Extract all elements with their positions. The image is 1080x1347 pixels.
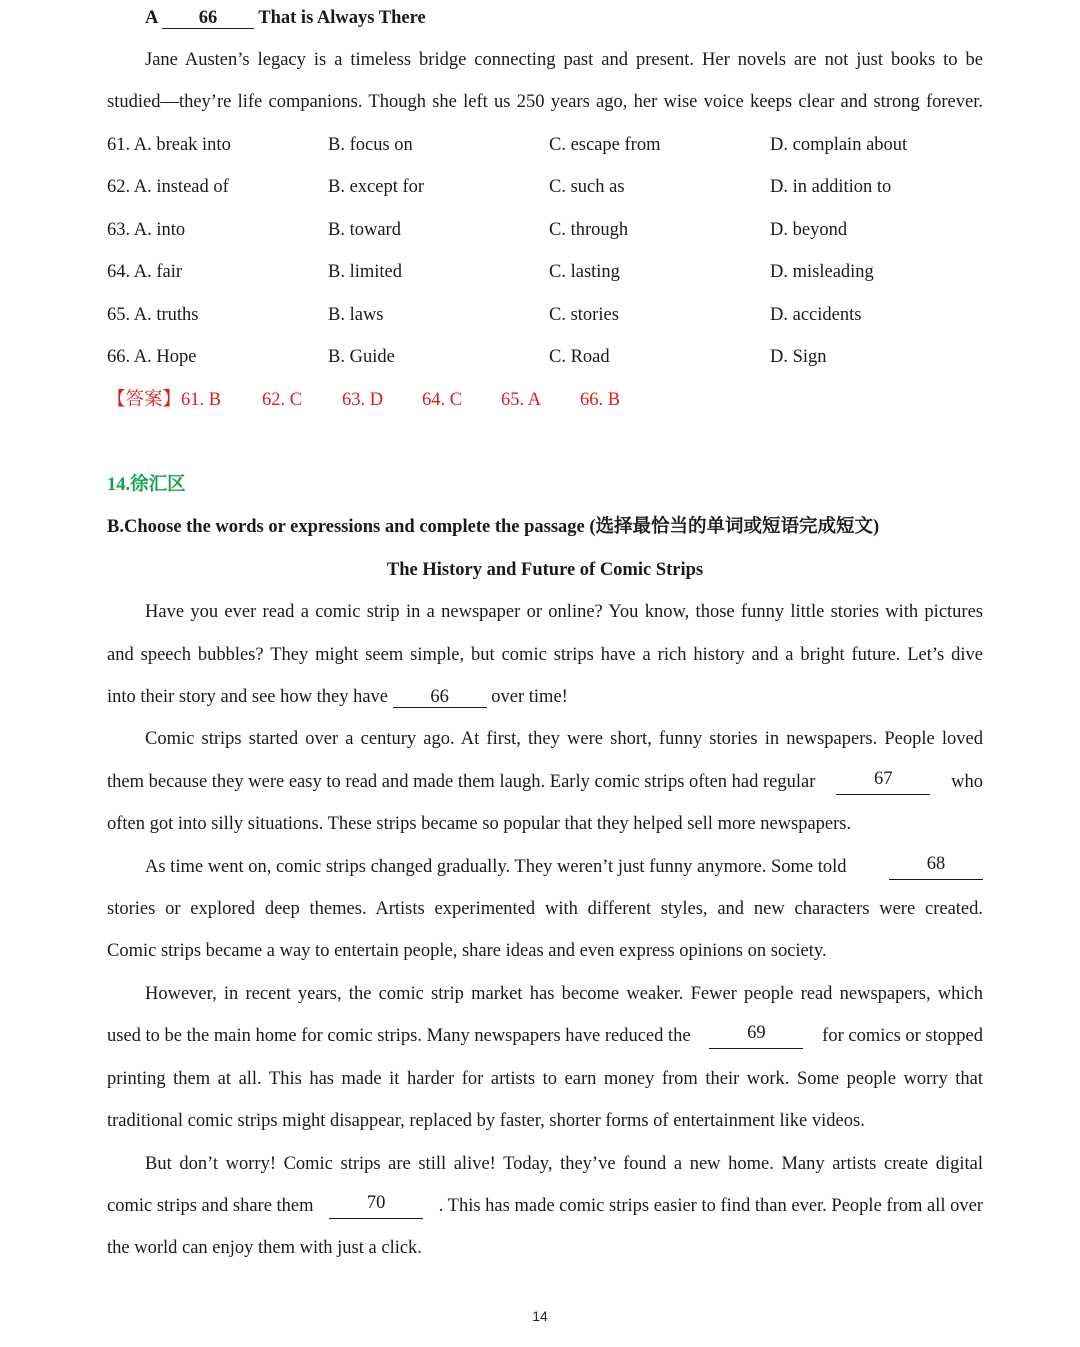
option-a: 61. A. break into xyxy=(107,135,231,155)
option-c: C. escape from xyxy=(549,135,661,155)
text: them because they were easy to read and made them laugh. Early comic strips often had regular xyxy=(107,772,816,792)
blank-66: 66 xyxy=(393,687,487,708)
passage-a-label: A xyxy=(145,8,158,28)
option-c: C. such as xyxy=(549,177,625,197)
p2-line-1: Comic strips started over a century ago. At first, they were short, funny stories in newspapers. People loved xyxy=(145,729,983,749)
text: who xyxy=(951,772,983,792)
option-d: D. accidents xyxy=(770,305,862,325)
option-a: 64. A. fair xyxy=(107,262,183,282)
option-c: C. Road xyxy=(549,347,610,367)
option-a: 65. A. truths xyxy=(107,305,199,325)
option-b: B. toward xyxy=(328,220,401,240)
p4-line-4: traditional comic strips might disappear, replaced by faster, shorter forms of entertainment like videos. xyxy=(107,1111,865,1131)
option-b: B. laws xyxy=(328,305,384,325)
text: As time went on, comic strips changed gradually. They weren’t just funny anymore. Some told xyxy=(145,857,847,877)
answer-65: 65. A xyxy=(501,390,542,410)
option-d: D. complain about xyxy=(770,135,908,155)
text: comic strips and share them xyxy=(107,1196,314,1216)
option-c: C. through xyxy=(549,220,629,240)
p4-line-2 xyxy=(107,1023,983,1049)
option-row-61 xyxy=(107,132,983,158)
p1-line-3 xyxy=(107,684,983,710)
blank-68: 68 xyxy=(889,854,983,880)
answer-66: 66. B xyxy=(580,390,621,410)
instruction: B.Choose the words or expressions and complete the passage (选择最恰当的单词或短语完成短文) xyxy=(107,517,880,537)
p3-line-2: stories or explored deep themes. Artists experimented with different styles, and new characters were created. xyxy=(107,899,983,919)
option-d: D. in addition to xyxy=(770,177,892,197)
p2-line-2 xyxy=(107,769,983,795)
option-b: B. Guide xyxy=(328,347,395,367)
option-row-66 xyxy=(107,344,983,370)
blank-69: 69 xyxy=(709,1023,803,1049)
passage-a-title xyxy=(145,5,1021,31)
option-a: 66. A. Hope xyxy=(107,347,197,367)
option-c: C. lasting xyxy=(549,262,620,282)
option-b: B. except for xyxy=(328,177,425,197)
p5-line-1: But don’t worry! Comic strips are still alive! Today, they’ve found a new home. Many artists create digital xyxy=(145,1154,983,1174)
option-b: B. limited xyxy=(328,262,402,282)
text: into their story and see how they have xyxy=(107,687,389,707)
option-row-64 xyxy=(107,259,983,285)
section-heading: 14.徐汇区 xyxy=(107,475,186,495)
answer-64: 64. C xyxy=(422,390,463,410)
title-blank: 66 xyxy=(162,8,254,29)
passage-a-title-text: That is Always There xyxy=(258,8,426,28)
passage-a-line-1: Jane Austen’s legacy is a timeless bridge connecting past and present. Her novels are not just books to be xyxy=(145,50,983,70)
passage-b-title: The History and Future of Comic Strips xyxy=(386,560,704,580)
p4-line-1: However, in recent years, the comic strip market has become weaker. Fewer people read newspapers, which xyxy=(145,984,983,1004)
text: over time! xyxy=(491,687,568,707)
option-row-62 xyxy=(107,174,983,200)
page-number: 14 xyxy=(532,1308,548,1324)
answer-63: 63. D xyxy=(342,390,384,410)
answer-61: 【答案】61. B xyxy=(107,390,222,410)
blank-70: 70 xyxy=(329,1193,423,1219)
text: for comics or stopped xyxy=(822,1026,983,1046)
passage-a-line-2: studied—they’re life companions. Though she left us 250 years ago, her wise voice keeps clear and strong forever. xyxy=(107,92,983,112)
blank-67: 67 xyxy=(836,769,930,795)
option-d: D. beyond xyxy=(770,220,848,240)
option-d: D. Sign xyxy=(770,347,827,367)
option-row-63 xyxy=(107,217,983,243)
p1-line-2: and speech bubbles? They might seem simple, but comic strips have a rich history and a bright future. Let’s dive xyxy=(107,645,983,665)
option-c: C. stories xyxy=(549,305,619,325)
p3-line-1 xyxy=(145,854,983,880)
text: . This has made comic strips easier to find than ever. People from all over xyxy=(438,1196,983,1216)
p4-line-3: printing them at all. This has made it harder for artists to earn money from their work. Some people worry that xyxy=(107,1069,983,1089)
p2-line-3: often got into silly situations. These strips became so popular that they helped sell more newspapers. xyxy=(107,814,852,834)
p5-line-2 xyxy=(107,1193,983,1219)
option-a: 63. A. into xyxy=(107,220,186,240)
p3-line-3: Comic strips became a way to entertain people, share ideas and even express opinions on society. xyxy=(107,941,827,961)
option-row-65 xyxy=(107,302,983,328)
option-a: 62. A. instead of xyxy=(107,177,229,197)
p5-line-3: the world can enjoy them with just a click. xyxy=(107,1238,422,1258)
option-b: B. focus on xyxy=(328,135,413,155)
option-d: D. misleading xyxy=(770,262,874,282)
text: used to be the main home for comic strips. Many newspapers have reduced the xyxy=(107,1026,691,1046)
p1-line-1: Have you ever read a comic strip in a newspaper or online? You know, those funny little stories with pictures xyxy=(145,602,983,622)
answer-62: 62. C xyxy=(262,390,303,410)
answer-key xyxy=(107,387,707,413)
